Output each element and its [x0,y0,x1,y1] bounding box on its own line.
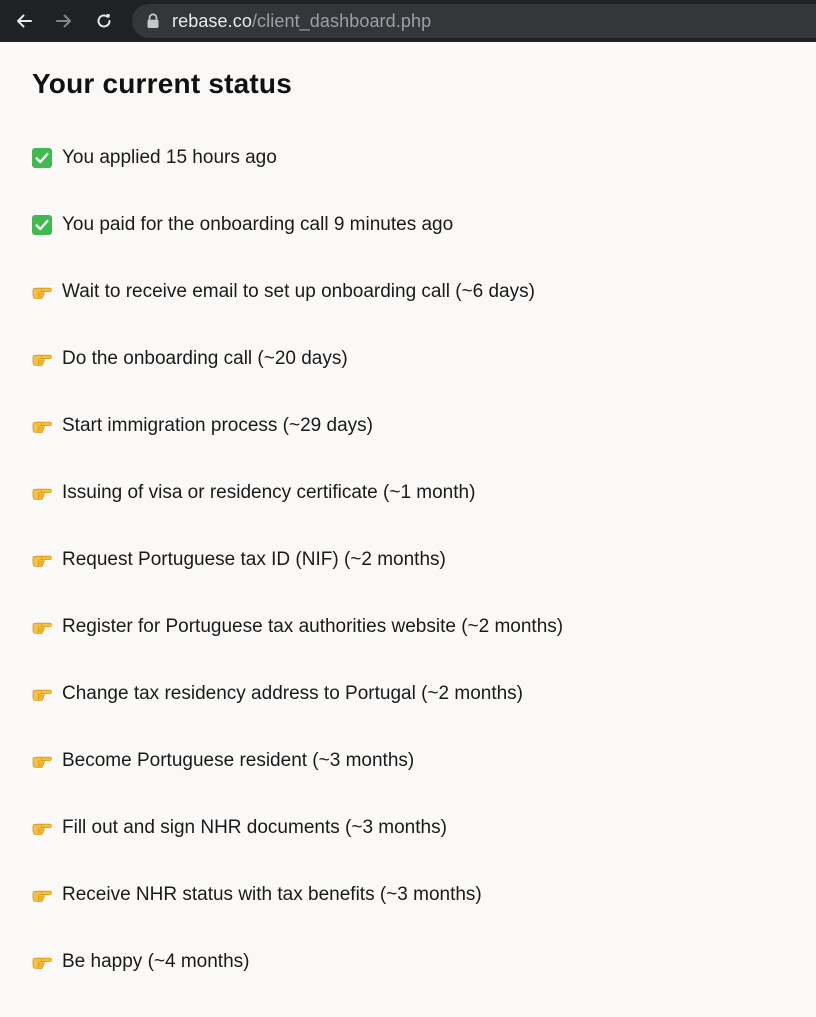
status-item-text: Receive NHR status with tax benefits (~3 months) [62,884,482,905]
pointing-hand-icon [32,751,52,771]
pointing-hand-icon [32,617,52,637]
status-item [32,213,792,280]
pointing-hand-icon [32,282,52,302]
status-item-text: Do the onboarding call (~20 days) [62,348,348,369]
status-item [32,950,792,1017]
pointing-hand-icon [32,818,52,838]
reload-icon [94,11,114,31]
status-item-text: Start immigration process (~29 days) [62,415,373,436]
status-item [32,615,792,682]
status-item-text: You paid for the onboarding call 9 minutes ago [62,214,454,235]
status-item-text: Request Portuguese tax ID (NIF) (~2 months) [62,549,446,570]
pointing-hand-icon [32,684,52,704]
status-item-text: You applied 15 hours ago [62,147,277,168]
page-title: Your current status [32,68,292,99]
pointing-hand-icon [32,550,52,570]
pointing-hand-icon [32,416,52,436]
reload-button[interactable] [84,0,124,42]
status-item [32,414,792,481]
status-item [32,682,792,749]
status-item [32,816,792,883]
page-content [0,42,816,1000]
pointing-hand-icon [32,952,52,972]
status-item-text: Become Portuguese resident (~3 months) [62,750,415,771]
url-text [172,11,431,32]
forward-button[interactable] [44,0,84,42]
status-item-text: Issuing of visa or residency certificate (~1 month) [62,482,476,503]
status-item [32,347,792,414]
pointing-hand-icon [32,885,52,905]
back-button[interactable] [4,0,44,42]
arrow-left-icon [14,11,34,31]
status-item [32,280,792,347]
status-item-text: Wait to receive email to set up onboarding call (~6 days) [62,281,535,302]
arrow-right-icon [54,11,74,31]
status-item [32,481,792,548]
status-list [32,146,792,1017]
url-host: rebase.co [172,10,252,31]
url-path: /client_dashboard.php [251,10,432,31]
status-item-text: Change tax residency address to Portugal (~2 months) [62,683,524,704]
lock-icon[interactable] [146,13,160,29]
address-bar[interactable] [132,4,816,38]
pointing-hand-icon [32,349,52,369]
status-item-text: Register for Portuguese tax authorities website (~2 months) [62,616,564,637]
status-item-text: Fill out and sign NHR documents (~3 months) [62,817,447,838]
status-item-text: Be happy (~4 months) [62,951,250,972]
status-item [32,146,792,213]
status-item [32,749,792,816]
check-mark-icon [32,148,52,168]
pointing-hand-icon [32,483,52,503]
status-item [32,548,792,615]
browser-toolbar [0,0,816,42]
check-mark-icon [32,215,52,235]
status-item [32,883,792,950]
